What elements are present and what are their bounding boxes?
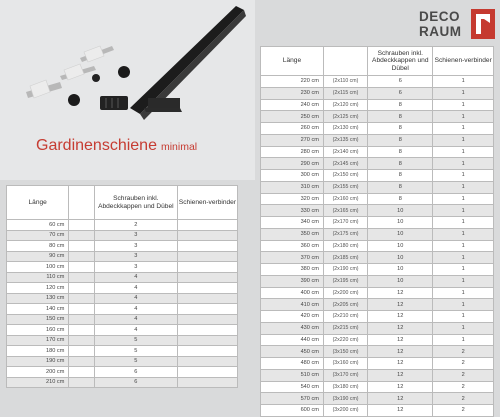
length-cell: 80 cm — [7, 241, 69, 252]
connectors-cell: 2 — [433, 393, 494, 405]
detail-cell: (2x110 cm) — [323, 76, 367, 88]
length-cell: 370 cm — [261, 252, 324, 264]
detail-cell: (3x170 cm) — [323, 369, 367, 381]
detail-cell — [69, 367, 94, 378]
screws-cell: 6 — [94, 367, 177, 378]
length-cell: 180 cm — [7, 346, 69, 357]
connectors-cell: 1 — [433, 146, 494, 158]
screws-cell: 10 — [368, 217, 433, 229]
length-cell: 330 cm — [261, 205, 324, 217]
detail-cell: (2x210 cm) — [323, 311, 367, 323]
length-cell: 60 cm — [7, 220, 69, 231]
screws-cell: 8 — [368, 123, 433, 135]
screws-cell: 6 — [368, 87, 433, 99]
table-row — [7, 367, 238, 378]
connectors-cell — [177, 283, 237, 294]
length-cell: 400 cm — [261, 287, 324, 299]
detail-cell: (2x175 cm) — [323, 228, 367, 240]
detail-cell: (2x125 cm) — [323, 111, 367, 123]
detail-cell: (2x165 cm) — [323, 205, 367, 217]
brand-logo — [419, 9, 495, 43]
connectors-cell — [177, 346, 237, 357]
connectors-cell: 1 — [433, 217, 494, 229]
length-cell: 390 cm — [261, 275, 324, 287]
connectors-cell: 1 — [433, 205, 494, 217]
screws-cell: 3 — [94, 251, 177, 262]
connectors-cell: 2 — [433, 369, 494, 381]
connectors-cell: 1 — [433, 193, 494, 205]
length-cell: 310 cm — [261, 181, 324, 193]
connectors-cell: 1 — [433, 170, 494, 182]
detail-cell — [69, 251, 94, 262]
table-row — [261, 123, 494, 135]
length-cell: 350 cm — [261, 228, 324, 240]
length-cell: 130 cm — [7, 293, 69, 304]
detail-cell: (2x170 cm) — [323, 217, 367, 229]
screws-cell: 8 — [368, 146, 433, 158]
table-row — [261, 146, 494, 158]
table-row — [7, 356, 238, 367]
length-cell: 100 cm — [7, 262, 69, 273]
detail-cell: (2x190 cm) — [323, 264, 367, 276]
length-table-long — [260, 46, 494, 417]
connectors-cell: 1 — [433, 334, 494, 346]
detail-cell: (2x150 cm) — [323, 170, 367, 182]
header-screws: Schrauben inkl. Abdeckkappen und Dübel — [368, 47, 433, 76]
screws-cell: 4 — [94, 325, 177, 336]
screws-cell: 10 — [368, 205, 433, 217]
length-cell: 280 cm — [261, 146, 324, 158]
table-row — [261, 299, 494, 311]
connectors-cell: 1 — [433, 134, 494, 146]
length-cell: 110 cm — [7, 272, 69, 283]
screws-cell: 12 — [368, 358, 433, 370]
length-cell: 260 cm — [261, 123, 324, 135]
screws-cell: 12 — [368, 393, 433, 405]
product-title — [36, 137, 197, 155]
screws-cell: 12 — [368, 322, 433, 334]
screws-cell: 8 — [368, 181, 433, 193]
connectors-cell: 1 — [433, 264, 494, 276]
length-cell: 480 cm — [261, 358, 324, 370]
connectors-cell: 1 — [433, 123, 494, 135]
detail-cell — [69, 220, 94, 231]
detail-cell: (2x215 cm) — [323, 322, 367, 334]
connectors-cell: 2 — [433, 405, 494, 417]
length-cell: 450 cm — [261, 346, 324, 358]
table-row — [261, 381, 494, 393]
length-cell: 410 cm — [261, 299, 324, 311]
screws-cell: 3 — [94, 230, 177, 241]
detail-cell: (2x115 cm) — [323, 87, 367, 99]
brand-mark-icon — [471, 9, 495, 39]
detail-cell: (2x145 cm) — [323, 158, 367, 170]
connectors-cell — [177, 241, 237, 252]
table-row — [7, 230, 238, 241]
connectors-cell: 1 — [433, 240, 494, 252]
connectors-cell: 1 — [433, 275, 494, 287]
connectors-cell — [177, 314, 237, 325]
header-length: Länge — [261, 47, 324, 76]
screws-cell: 12 — [368, 299, 433, 311]
connectors-cell: 1 — [433, 111, 494, 123]
length-cell: 220 cm — [261, 76, 324, 88]
screws-cell: 5 — [94, 346, 177, 357]
connectors-cell: 2 — [433, 346, 494, 358]
connectors-cell: 1 — [433, 287, 494, 299]
connectors-cell — [177, 251, 237, 262]
screws-cell: 2 — [94, 220, 177, 231]
product-variant: minimal — [160, 141, 198, 153]
detail-cell: (3x200 cm) — [323, 405, 367, 417]
table-row — [261, 369, 494, 381]
screws-cell: 12 — [368, 311, 433, 323]
length-cell: 600 cm — [261, 405, 324, 417]
length-cell: 190 cm — [7, 356, 69, 367]
screws-cell: 8 — [368, 99, 433, 111]
detail-cell — [69, 230, 94, 241]
connectors-cell — [177, 304, 237, 315]
connectors-cell: 2 — [433, 381, 494, 393]
connectors-cell — [177, 220, 237, 231]
screws-cell: 3 — [94, 262, 177, 273]
detail-cell: (2x140 cm) — [323, 146, 367, 158]
table-row — [7, 293, 238, 304]
detail-cell: (2x160 cm) — [323, 193, 367, 205]
screws-cell: 12 — [368, 346, 433, 358]
header-blank — [69, 186, 94, 220]
detail-cell: (3x150 cm) — [323, 346, 367, 358]
length-cell: 270 cm — [261, 134, 324, 146]
screws-cell: 10 — [368, 275, 433, 287]
screws-cell: 12 — [368, 381, 433, 393]
length-cell: 160 cm — [7, 325, 69, 336]
detail-cell: (2x180 cm) — [323, 240, 367, 252]
detail-cell — [69, 377, 94, 388]
detail-cell — [69, 314, 94, 325]
connectors-cell: 1 — [433, 299, 494, 311]
length-cell: 540 cm — [261, 381, 324, 393]
length-cell: 200 cm — [7, 367, 69, 378]
connectors-cell: 1 — [433, 322, 494, 334]
table-row — [261, 346, 494, 358]
table-row — [261, 228, 494, 240]
table-row — [7, 272, 238, 283]
detail-cell: (2x130 cm) — [323, 123, 367, 135]
table-row — [261, 134, 494, 146]
screws-cell: 8 — [368, 193, 433, 205]
table-row — [261, 87, 494, 99]
screws-cell: 12 — [368, 405, 433, 417]
length-cell: 70 cm — [7, 230, 69, 241]
table-row — [7, 314, 238, 325]
table-row — [7, 346, 238, 357]
length-cell: 570 cm — [261, 393, 324, 405]
header-connectors: Schienen-verbinder — [177, 186, 237, 220]
detail-cell — [69, 293, 94, 304]
detail-cell — [69, 325, 94, 336]
connectors-cell — [177, 230, 237, 241]
table-row — [261, 311, 494, 323]
connectors-cell — [177, 272, 237, 283]
screws-cell: 10 — [368, 264, 433, 276]
detail-cell: (3x180 cm) — [323, 381, 367, 393]
detail-cell — [69, 304, 94, 315]
table-row — [7, 220, 238, 231]
table-row — [261, 240, 494, 252]
screws-cell: 5 — [94, 335, 177, 346]
connectors-cell: 1 — [433, 181, 494, 193]
table-row — [7, 283, 238, 294]
table-row — [261, 99, 494, 111]
screws-cell: 12 — [368, 369, 433, 381]
connectors-cell — [177, 262, 237, 273]
detail-cell: (3x160 cm) — [323, 358, 367, 370]
screws-cell: 8 — [368, 158, 433, 170]
length-cell: 120 cm — [7, 283, 69, 294]
screws-cell: 4 — [94, 293, 177, 304]
connectors-cell: 1 — [433, 87, 494, 99]
detail-cell — [69, 335, 94, 346]
connectors-cell: 2 — [433, 358, 494, 370]
product-name: Gardinenschiene — [36, 137, 157, 154]
length-cell: 420 cm — [261, 311, 324, 323]
length-cell: 210 cm — [7, 377, 69, 388]
header-screws: Schrauben inkl. Abdeckkappen und Dübel — [94, 186, 177, 220]
screws-cell: 6 — [94, 377, 177, 388]
length-cell: 340 cm — [261, 217, 324, 229]
detail-cell: (2x155 cm) — [323, 181, 367, 193]
connectors-cell — [177, 293, 237, 304]
detail-cell — [69, 283, 94, 294]
table-header-row — [261, 47, 494, 76]
screws-cell: 10 — [368, 240, 433, 252]
table-row — [261, 158, 494, 170]
connectors-cell — [177, 377, 237, 388]
screws-cell: 8 — [368, 170, 433, 182]
table-row — [7, 377, 238, 388]
screws-cell: 4 — [94, 304, 177, 315]
connectors-cell: 1 — [433, 311, 494, 323]
detail-cell — [69, 356, 94, 367]
screws-cell: 8 — [368, 134, 433, 146]
table-row — [7, 251, 238, 262]
screws-cell: 10 — [368, 252, 433, 264]
detail-cell — [69, 262, 94, 273]
table-row — [261, 76, 494, 88]
screws-cell: 10 — [368, 228, 433, 240]
detail-cell — [69, 241, 94, 252]
table-row — [261, 111, 494, 123]
connectors-cell — [177, 367, 237, 378]
connectors-cell — [177, 356, 237, 367]
table-row — [7, 304, 238, 315]
table-header-row — [7, 186, 238, 220]
table-row — [7, 335, 238, 346]
table-row — [261, 193, 494, 205]
screws-cell: 12 — [368, 334, 433, 346]
table-row — [261, 275, 494, 287]
brand-word-2: RAUM — [419, 24, 462, 39]
detail-cell: (2x195 cm) — [323, 275, 367, 287]
length-cell: 290 cm — [261, 158, 324, 170]
screws-cell: 4 — [94, 272, 177, 283]
connectors-cell: 1 — [433, 76, 494, 88]
detail-cell — [69, 346, 94, 357]
screws-cell: 8 — [368, 111, 433, 123]
connectors-cell — [177, 335, 237, 346]
detail-cell — [69, 272, 94, 283]
table-row — [261, 205, 494, 217]
screws-cell: 5 — [94, 356, 177, 367]
detail-cell: (2x135 cm) — [323, 134, 367, 146]
length-cell: 380 cm — [261, 264, 324, 276]
table-row — [261, 334, 494, 346]
detail-cell: (2x185 cm) — [323, 252, 367, 264]
length-cell: 430 cm — [261, 322, 324, 334]
connectors-cell: 1 — [433, 228, 494, 240]
length-cell: 320 cm — [261, 193, 324, 205]
header-connectors: Schienen-verbinder — [433, 47, 494, 76]
header-blank — [323, 47, 367, 76]
length-cell: 250 cm — [261, 111, 324, 123]
table-row — [7, 325, 238, 336]
length-cell: 230 cm — [261, 87, 324, 99]
length-cell: 440 cm — [261, 334, 324, 346]
connectors-cell: 1 — [433, 252, 494, 264]
screws-cell: 6 — [368, 76, 433, 88]
table-row — [261, 393, 494, 405]
table-row — [261, 287, 494, 299]
header-length: Länge — [7, 186, 69, 220]
screws-cell: 4 — [94, 283, 177, 294]
length-cell: 360 cm — [261, 240, 324, 252]
length-cell: 510 cm — [261, 369, 324, 381]
detail-cell: (2x200 cm) — [323, 287, 367, 299]
connectors-cell: 1 — [433, 158, 494, 170]
screws-cell: 12 — [368, 287, 433, 299]
length-cell: 300 cm — [261, 170, 324, 182]
detail-cell: (2x205 cm) — [323, 299, 367, 311]
length-table-short — [6, 185, 238, 388]
screws-cell: 4 — [94, 314, 177, 325]
table-row — [261, 405, 494, 417]
table-row — [261, 264, 494, 276]
table-row — [261, 252, 494, 264]
length-cell: 240 cm — [261, 99, 324, 111]
table-row — [7, 241, 238, 252]
length-cell: 90 cm — [7, 251, 69, 262]
detail-cell: (2x120 cm) — [323, 99, 367, 111]
table-row — [261, 358, 494, 370]
connectors-cell — [177, 325, 237, 336]
table-row — [261, 322, 494, 334]
table-row — [7, 262, 238, 273]
table-row — [261, 170, 494, 182]
length-cell: 140 cm — [7, 304, 69, 315]
connectors-cell: 1 — [433, 99, 494, 111]
table-row — [261, 181, 494, 193]
length-cell: 170 cm — [7, 335, 69, 346]
table-row — [261, 217, 494, 229]
detail-cell: (2x220 cm) — [323, 334, 367, 346]
detail-cell: (3x190 cm) — [323, 393, 367, 405]
screws-cell: 3 — [94, 241, 177, 252]
brand-word-1: DECO — [419, 9, 461, 24]
length-cell: 150 cm — [7, 314, 69, 325]
